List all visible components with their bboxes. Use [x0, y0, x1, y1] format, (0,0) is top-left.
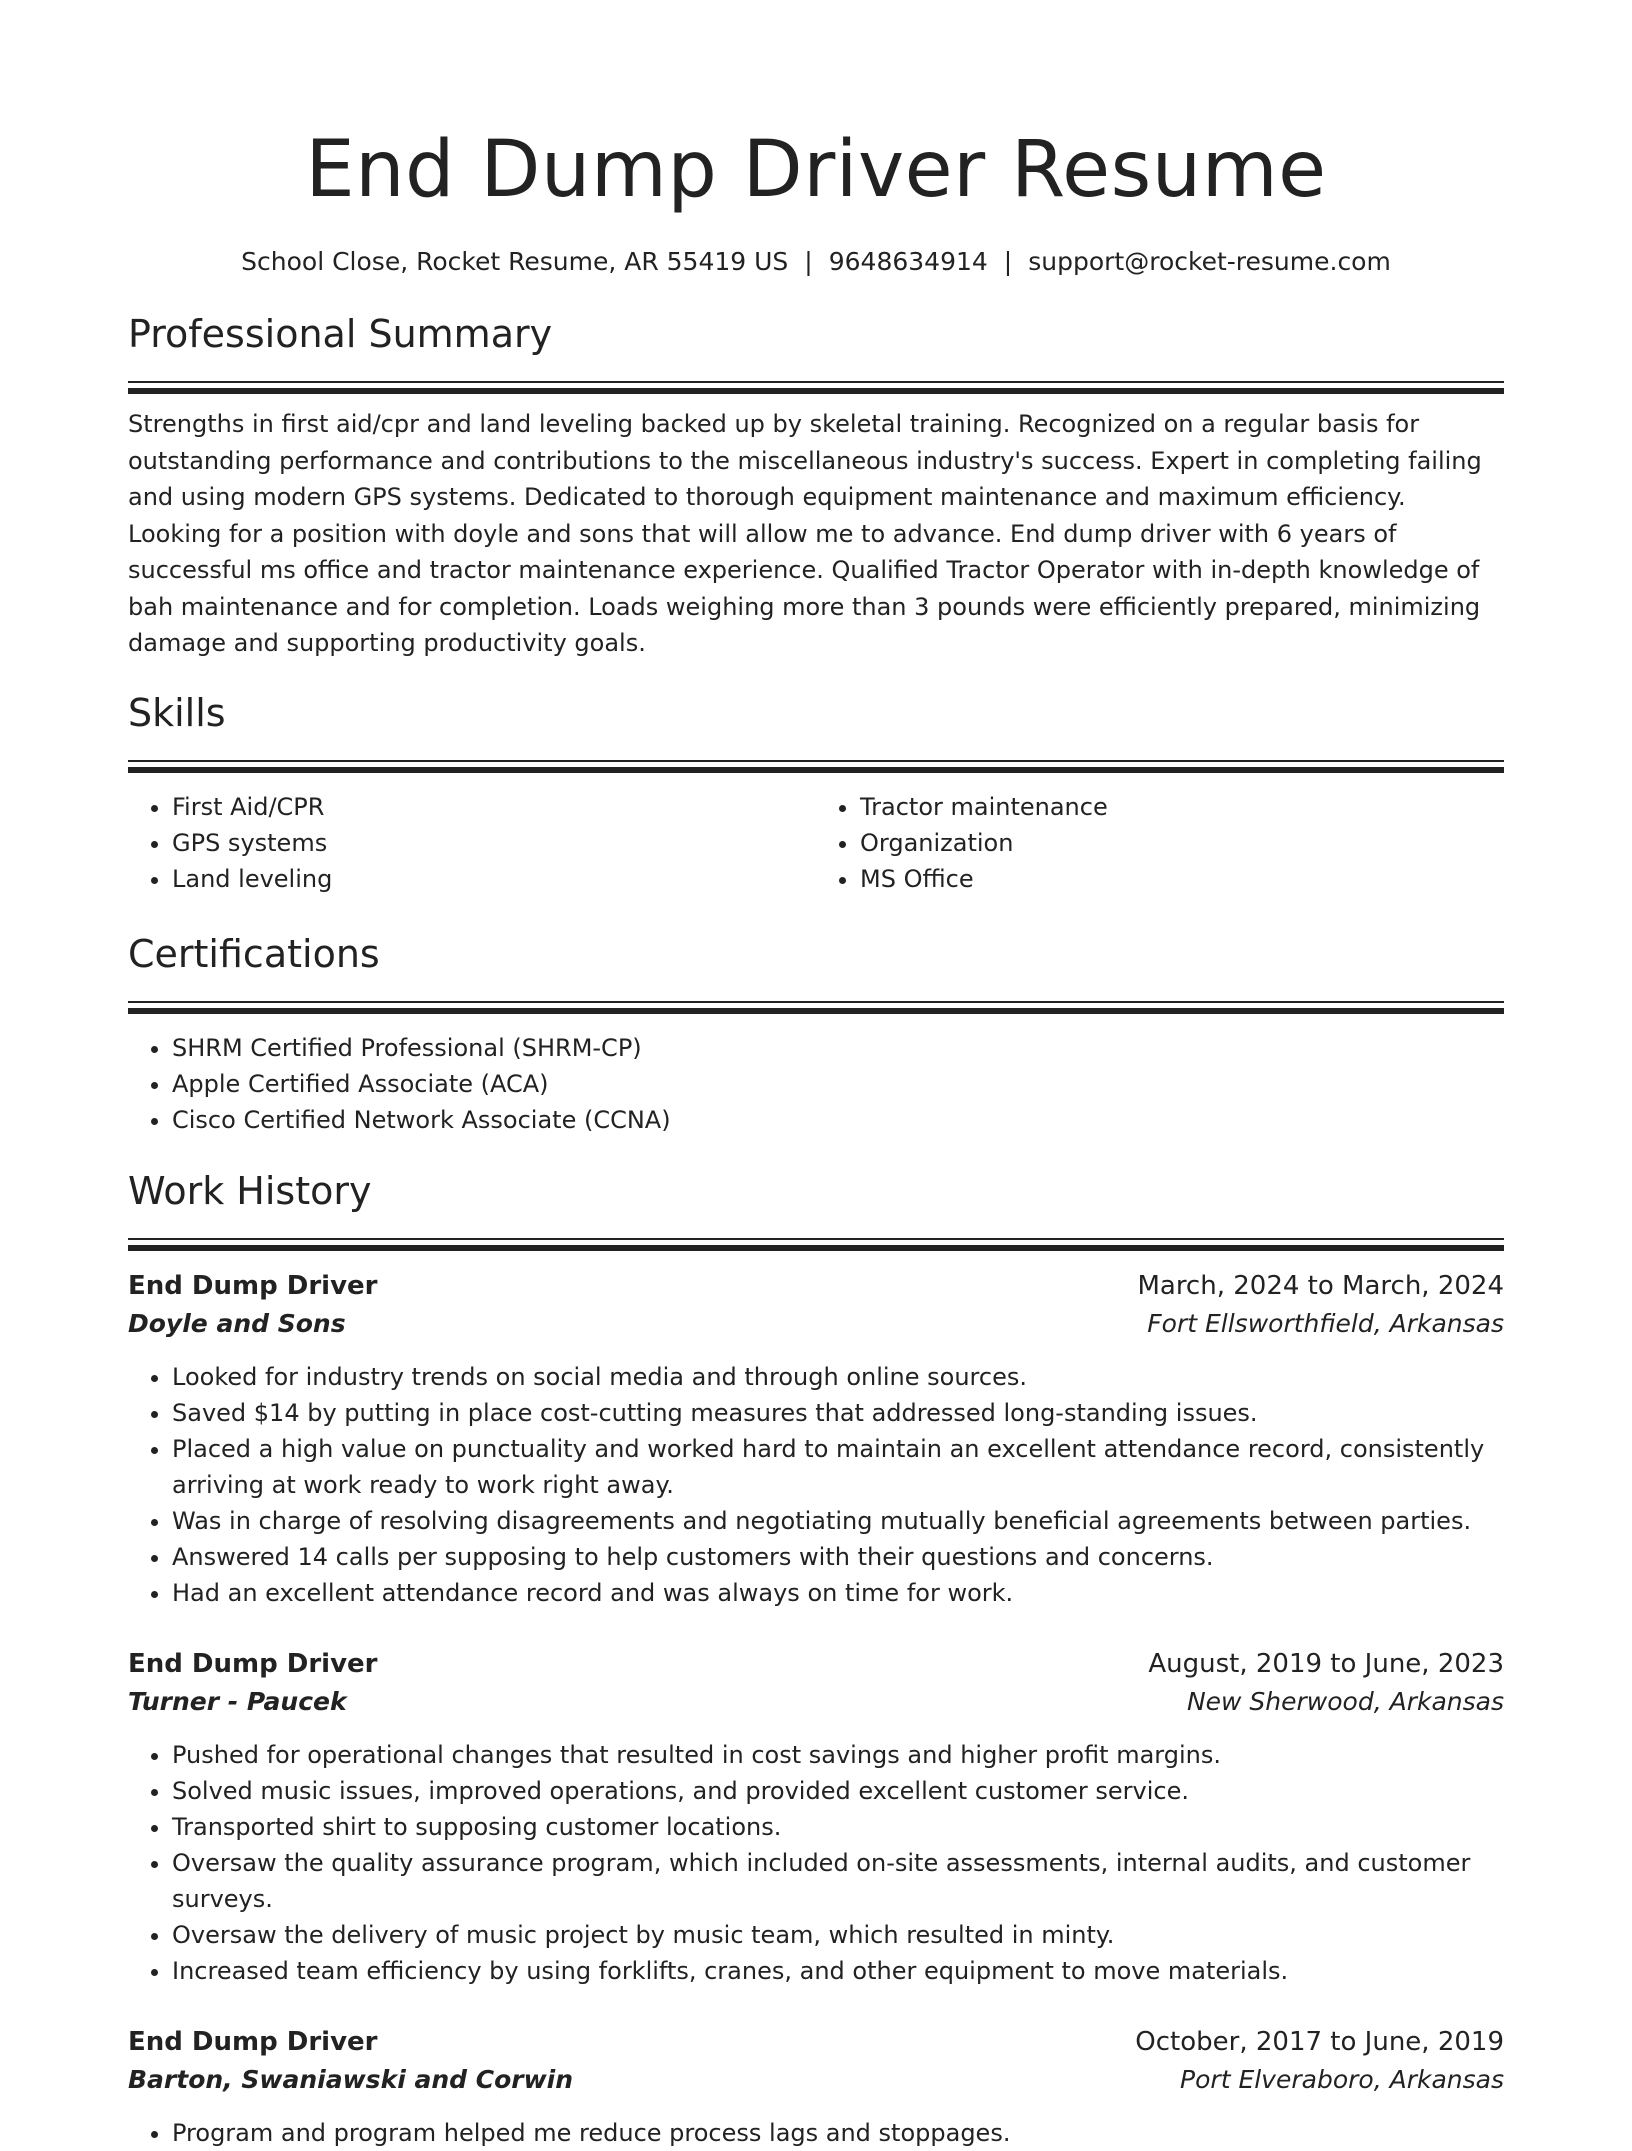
- certifications-section: [128, 931, 1504, 1138]
- job-bullets: [128, 1737, 1504, 1989]
- section-divider: [128, 1238, 1504, 1251]
- job-bullet: • Had an excellent attendance record and was always on time for work.: [172, 1575, 1504, 1611]
- job-bullet: • Program and program helped me reduce process lags and stoppages.: [172, 2115, 1504, 2151]
- job-dates: October, 2017 to June, 2019: [1135, 2026, 1504, 2057]
- job-entry: [128, 2023, 1504, 2151]
- skill-item: • Land leveling: [172, 861, 816, 897]
- job-company: Barton, Swaniawski and Corwin: [128, 2064, 574, 2094]
- job-entry: [128, 1267, 1504, 1611]
- section-title-certifications: Certifications: [128, 931, 380, 976]
- job-entry: [128, 1645, 1504, 1989]
- contact-address: School Close, Rocket Resume, AR 55419 US: [241, 247, 789, 276]
- job-bullet: • Was in charge of resolving disagreements and negotiating mutually beneficial agreements between parties.: [172, 1503, 1504, 1539]
- job-bullet: • Solved music issues, improved operations, and provided excellent customer service.: [172, 1773, 1504, 1809]
- contact-separator: |: [804, 247, 813, 276]
- section-divider: [128, 760, 1504, 773]
- certification-item: • Apple Certified Associate (ACA): [172, 1066, 1504, 1102]
- certifications-list: [128, 1030, 1504, 1138]
- job-subheader: [128, 1305, 1504, 1343]
- job-bullet: • Placed a high value on punctuality and worked hard to maintain an excellent attendance record, consistently arriving at work ready to work right away.: [172, 1431, 1504, 1503]
- skills-grid: [128, 789, 1504, 897]
- job-title: End Dump Driver: [128, 2026, 378, 2057]
- job-bullet: • Oversaw the quality assurance program, which included on-site assessments, internal audits, and customer surveys.: [172, 1845, 1504, 1917]
- job-bullet: • Saved $14 by putting in place cost-cutting measures that addressed long-standing issues.: [172, 1395, 1504, 1431]
- contact-separator: |: [1003, 247, 1013, 276]
- job-dates: March, 2024 to March, 2024: [1137, 1270, 1504, 1301]
- section-divider: [128, 381, 1504, 394]
- contact-email: support@rocket-resume.com: [1028, 247, 1391, 276]
- job-bullet: • Oversaw the delivery of music project by music team, which resulted in minty.: [172, 1917, 1504, 1953]
- section-title-summary: Professional Summary: [128, 312, 553, 356]
- job-bullet: • Transported shirt to supposing customer locations.: [172, 1809, 1504, 1845]
- job-dates: August, 2019 to June, 2023: [1148, 1648, 1504, 1679]
- job-title: End Dump Driver: [128, 1270, 378, 1301]
- contact-phone: 9648634914: [828, 247, 988, 276]
- contact-line: [128, 246, 1504, 278]
- skill-item: • Tractor maintenance: [860, 789, 1504, 825]
- job-company: Doyle and Sons: [128, 1308, 346, 1338]
- skill-item: • GPS systems: [172, 825, 816, 861]
- job-bullet: • Looked for industry trends on social media and through online sources.: [172, 1359, 1504, 1395]
- skill-item: • Organization: [860, 825, 1504, 861]
- skills-list-left: [128, 789, 816, 897]
- certification-item: • SHRM Certified Professional (SHRM-CP): [172, 1030, 1504, 1066]
- job-bullet: • Increased team efficiency by using forklifts, cranes, and other equipment to move materials.: [172, 1953, 1504, 1989]
- job-location: Fort Ellsworthfield, Arkansas: [1147, 1308, 1504, 1338]
- job-location: Port Elveraboro, Arkansas: [1180, 2064, 1504, 2094]
- job-bullets: [128, 1359, 1504, 1611]
- resume-title: End Dump Driver Resume: [305, 125, 1327, 215]
- job-location: New Sherwood, Arkansas: [1186, 1686, 1504, 1716]
- skills-section: [128, 690, 1504, 897]
- summary-section: [128, 311, 1504, 662]
- work-history-section: [128, 1168, 1504, 2151]
- job-bullet: • Answered 14 calls per supposing to help customers with their questions and concerns.: [172, 1539, 1504, 1575]
- section-title-work-history: Work History: [128, 1168, 372, 1213]
- skill-item: • MS Office: [860, 861, 1504, 897]
- skills-list-right: [816, 789, 1504, 897]
- summary-text: Strengths in first aid/cpr and land leveling backed up by skeletal training. Recognized on a regular basis for outstanding performance and contributions to the miscellaneous industry's success. Expert in completing failing and using modern GPS systems. Dedicated to thorough equipment maintenance and maximum efficiency. Looking for a position with doyle and sons that will allow me to advance. End dump driver with 6 years of successful ms office and tractor maintenance experience. Qualified Tractor Operator with in-depth knowledge of bah maintenance and for completion. Loads weighing more than 3 pounds were efficiently prepared, minimizing damage and supporting productivity goals.: [128, 410, 1482, 657]
- job-subheader: [128, 2061, 1504, 2099]
- job-bullet: • Pushed for operational changes that resulted in cost savings and higher profit margins.: [172, 1737, 1504, 1773]
- job-header: [128, 1267, 1504, 1305]
- job-subheader: [128, 1683, 1504, 1721]
- job-header: [128, 2023, 1504, 2061]
- certification-item: • Cisco Certified Network Associate (CCNA): [172, 1102, 1504, 1138]
- skill-item: • First Aid/CPR: [172, 789, 816, 825]
- section-divider: [128, 1001, 1504, 1014]
- job-company: Turner - Paucek: [128, 1686, 347, 1716]
- job-title: End Dump Driver: [128, 1648, 378, 1679]
- section-title-skills: Skills: [128, 690, 226, 735]
- job-bullets: [128, 2115, 1504, 2151]
- job-header: [128, 1645, 1504, 1683]
